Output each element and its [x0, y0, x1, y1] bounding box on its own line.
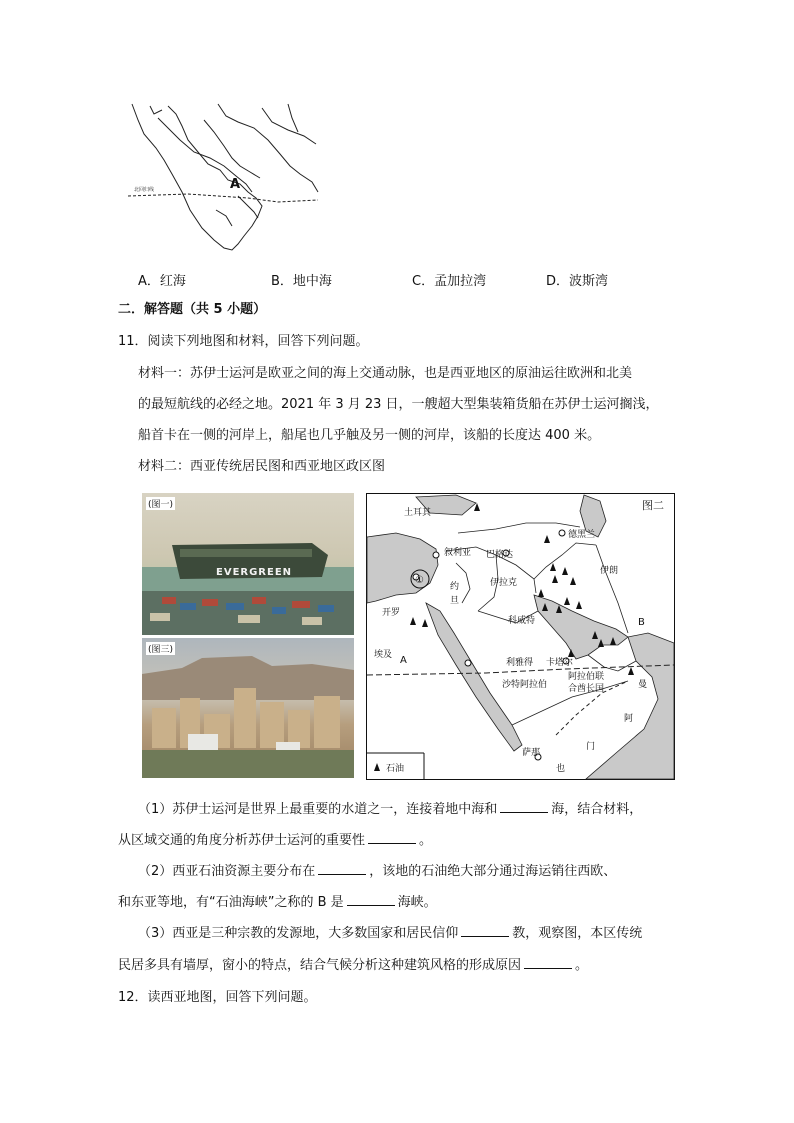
map-label-yemen-2: 也 — [556, 764, 566, 774]
q11-sub1-line2 — [118, 831, 432, 851]
q11-sub1-text-d: 。 — [419, 833, 433, 848]
figure-1-ship-photo — [142, 493, 354, 635]
option-a[interactable]: A．红海 — [138, 274, 186, 289]
q11-sub2-line1 — [138, 862, 616, 882]
map-label-iraq: 伊拉克 — [490, 578, 518, 588]
q11-material1-line1: 材料一：苏伊士运河是欧亚之间的海上交通动脉，也是西亚地区的原油运往欧洲和北美 — [138, 366, 633, 381]
q11-sub3-text-b: 教，观察图，本区传统 — [512, 926, 643, 941]
q11-sub3-line2 — [118, 956, 588, 976]
q11-sub3-text-c: 民居多具有墙厚，窗小的特点，结合气候分析这种建筑风格的形成原因 — [118, 958, 522, 973]
q11-sub2-blank-2[interactable] — [347, 893, 395, 906]
q11-sub2-line2 — [118, 893, 437, 913]
map-title: 图二 — [642, 499, 664, 512]
map-label-uae-2: 合酋长国 — [568, 684, 605, 694]
q11-sub3-blank-1[interactable] — [461, 924, 509, 937]
q11-material1-line3: 船首卡在一侧的河岸上，船尾也几乎触及另一侧的河岸，该船的长度达 400 米。 — [138, 428, 601, 443]
map-label-baghdad: 巴格达 — [486, 550, 514, 560]
q11-sub2-text-d: 海峡。 — [397, 895, 437, 910]
map-label-b: B — [638, 617, 645, 628]
map-legend-oil: 石油 — [386, 764, 405, 774]
q11-sub1-text-c: 从区域交通的角度分析苏伊士运河的重要性 — [118, 833, 366, 848]
map-label-circle-1: ① — [415, 575, 424, 586]
top-map-label-a: A — [230, 177, 241, 192]
q11-sub2-text-b: ，该地的石油绝大部分通过海运销往西欧、 — [369, 864, 617, 879]
map-label-egypt: 埃及 — [374, 650, 393, 660]
map-label-uae-1: 阿拉伯联 — [568, 672, 605, 682]
figure-1-label: (图一) — [146, 497, 175, 510]
figure-2-west-asia-map — [366, 493, 675, 780]
q11-material2: 材料二：西亚传统居民图和西亚地区政区图 — [138, 459, 386, 474]
option-b[interactable]: B．地中海 — [271, 274, 332, 289]
q11-material1-line2: 的最短航线的必经之地。2021 年 3 月 23 日，一艘超大型集装箱货船在苏伊士运河搁浅， — [138, 397, 659, 412]
section-title: 二．解答题（共 5 小题） — [118, 302, 267, 317]
q11-sub3-text-d: 。 — [575, 958, 589, 973]
map-label-doha: 卡塔尔 — [546, 658, 574, 668]
q11-sub2-text-a: （2）西亚石油资源主要分布在 — [138, 864, 316, 879]
figure-1-ship-name: EVERGREEN — [216, 567, 293, 578]
option-d[interactable]: D．波斯湾 — [546, 274, 609, 289]
figure-3-houses-photo — [142, 638, 354, 778]
q11-sub1-blank-1[interactable] — [500, 800, 548, 813]
q12-stem: 12．读西亚地图，回答下列问题。 — [118, 990, 317, 1005]
map-label-jordan-1: 约 — [450, 582, 460, 592]
q11-sub2-text-c: 和东亚等地，有“石油海峡”之称的 B 是 — [118, 895, 344, 910]
map-label-kuwait: 科威特 — [508, 616, 536, 626]
q11-stem: 11．阅读下列地图和材料，回答下列问题。 — [118, 334, 369, 349]
map-label-turkey: 土耳其 — [404, 508, 432, 518]
q11-sub1-line1 — [138, 800, 642, 820]
figure-3-label: (图三) — [146, 642, 175, 655]
map-label-jordan-2: 旦 — [450, 596, 460, 606]
map-label-oman-2: 阿 — [624, 714, 634, 724]
q11-sub3-line1 — [138, 924, 642, 944]
map-label-riyadh: 利雅得 — [506, 658, 534, 668]
map-label-a: A — [400, 655, 407, 666]
q11-sub1-text-b: 海，结合材料， — [551, 802, 643, 817]
map-label-yemen-1: 门 — [586, 742, 596, 752]
map-label-sanaa: 萨那 — [522, 748, 541, 758]
option-c[interactable]: C．孟加拉湾 — [412, 274, 487, 289]
top-map-tropic-label: 北回归线 — [134, 187, 155, 193]
map-label-oman-1: 曼 — [638, 680, 648, 690]
q11-sub3-blank-2[interactable] — [524, 956, 572, 969]
map-label-tehran: 德黑兰 — [568, 530, 596, 540]
q11-sub2-blank-1[interactable] — [318, 862, 366, 875]
map-label-cairo: 开罗 — [382, 608, 401, 618]
map-label-saudi: 沙特阿拉伯 — [502, 680, 548, 690]
q11-sub3-text-a: （3）西亚是三种宗教的发源地，大多数国家和居民信仰 — [138, 926, 459, 941]
q11-sub1-text-a: （1）苏伊士运河是世界上最重要的水道之一，连接着地中海和 — [138, 802, 498, 817]
map-label-syria: 叙利亚 — [444, 548, 472, 558]
map-label-iran: 伊朗 — [600, 566, 619, 576]
q11-sub1-blank-2[interactable] — [368, 831, 416, 844]
top-outline-map — [128, 100, 320, 258]
